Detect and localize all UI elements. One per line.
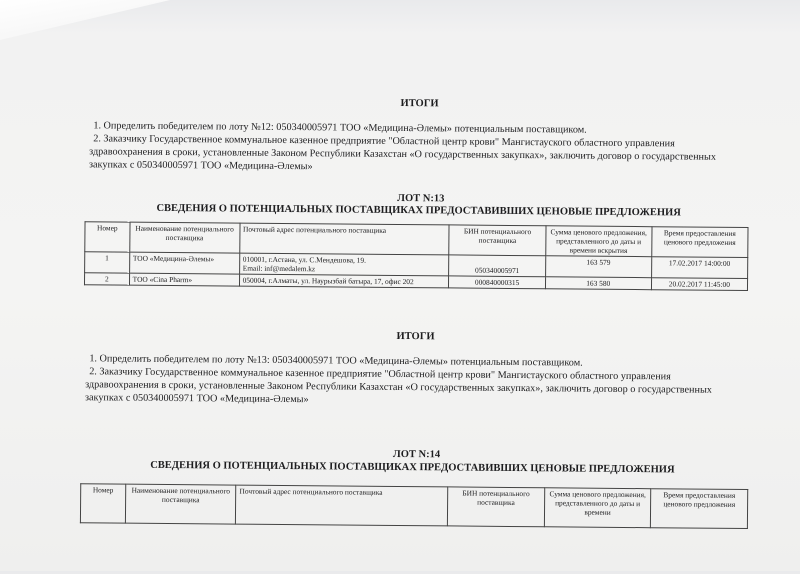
row-email: Email: inf@medalem.kz	[242, 263, 316, 274]
col-bin-header: БИН потенциального поставщика	[449, 225, 545, 256]
col-time-header: Время предоставления ценового предложения	[651, 489, 748, 529]
results-item-1: 1. Определить победителем по лоту №13: 050340005971 ТОО «Медицина-Әлемы» потенциальным поставщиком.	[89, 353, 583, 369]
col-num-header: Номер	[85, 222, 130, 252]
results-item-2: 2. Заказчику Государственное коммунальное казенное предприятие "Областной центр крови" Мангистауского областного управления здравоохранения в сроки, установленные Законом Республики Казахстан «О государственных закупках», заключить договор о государственных закупках с 050340005971 ТОО «Медицина-Әлемы»	[88, 133, 717, 173]
results-title-lot12: ИТОГИ	[400, 97, 439, 110]
col-bin-header: БИН потенциального поставщика	[447, 487, 544, 527]
results-item-1: 1. Определить победителем по лоту №12: 050340005971 ТОО «Медицина-Әлемы» потенциальным поставщиком.	[93, 120, 587, 136]
row-name: ТОО «Cina Pharm»	[129, 273, 239, 286]
col-time-header: Время предоставления ценового предложения	[652, 227, 749, 258]
lot-14-info-title: СВЕДЕНИЯ О ПОТЕНЦИАЛЬНЫХ ПОСТАВЩИКАХ ПРЕДОСТАВИВШИХ ЦЕНОВЫЕ ПРЕДЛОЖЕНИЯ	[150, 459, 675, 476]
lot-13-title: ЛОТ N:13	[397, 192, 445, 205]
results-title-lot13: ИТОГИ	[396, 330, 435, 343]
col-address-header: Почтовый адрес потенциального поставщика	[236, 485, 448, 526]
lot-13-suppliers-table	[84, 221, 749, 291]
col-address-header: Почтовый адрес потенциального поставщика	[239, 223, 449, 255]
col-num-header: Номер	[80, 484, 125, 523]
row-time: 17.02.2017 14:00:00	[651, 257, 747, 279]
lot-13-info-title: СВЕДЕНИЯ О ПОТЕНЦИАЛЬНЫХ ПОСТАВЩИКАХ ПРЕДОСТАВИВШИХ ЦЕНОВЫЕ ПРЕДЛОЖЕНИЯ	[156, 202, 681, 219]
row-num: 2	[84, 273, 129, 285]
col-sum-header: Сумма ценового предложения, представленного до даты и времени	[544, 488, 651, 528]
row-sum: 163 579	[545, 256, 651, 278]
results-item-2: 2. Заказчику Государственное коммунальное казенное предприятие "Областной центр крови" Мангистауского областного управления здравоохранения в сроки, установленные Законом Республики Казахстан «О государственных закупках», заключить договор о государственных закупках с 050340005971 ТОО «Медицина-Әлемы»	[84, 366, 712, 406]
results-text-lot13	[85, 352, 745, 410]
col-name-header: Наименование потенциального поставщика	[125, 484, 236, 524]
results-text-lot12	[89, 119, 749, 177]
row-bin: 050340005971	[449, 255, 545, 277]
row-num: 1	[85, 252, 130, 273]
col-name-header: Наименование потенциального поставщика	[129, 222, 239, 253]
col-sum-header: Сумма ценового предложения, представленного до даты и времени вскрытия	[545, 226, 651, 257]
row-address	[239, 253, 449, 276]
row-bin: 000840000315	[449, 276, 545, 289]
lot-14-suppliers-table	[80, 483, 748, 529]
lot-14-title: ЛОТ N:14	[392, 448, 441, 461]
row-time: 20.02.2017 11:45:00	[651, 278, 747, 291]
table-header-row	[80, 484, 747, 529]
row-sum: 163 580	[545, 277, 651, 290]
row-address-text: 010001, г.Астана, ул. С.Мендешова, 19.	[242, 254, 366, 265]
row-address: 050004, г.Алматы, ул. Наурызбай батыра, 17, офис 202	[239, 274, 449, 288]
row-name: ТОО «Медицина-Әлемы»	[129, 252, 239, 274]
